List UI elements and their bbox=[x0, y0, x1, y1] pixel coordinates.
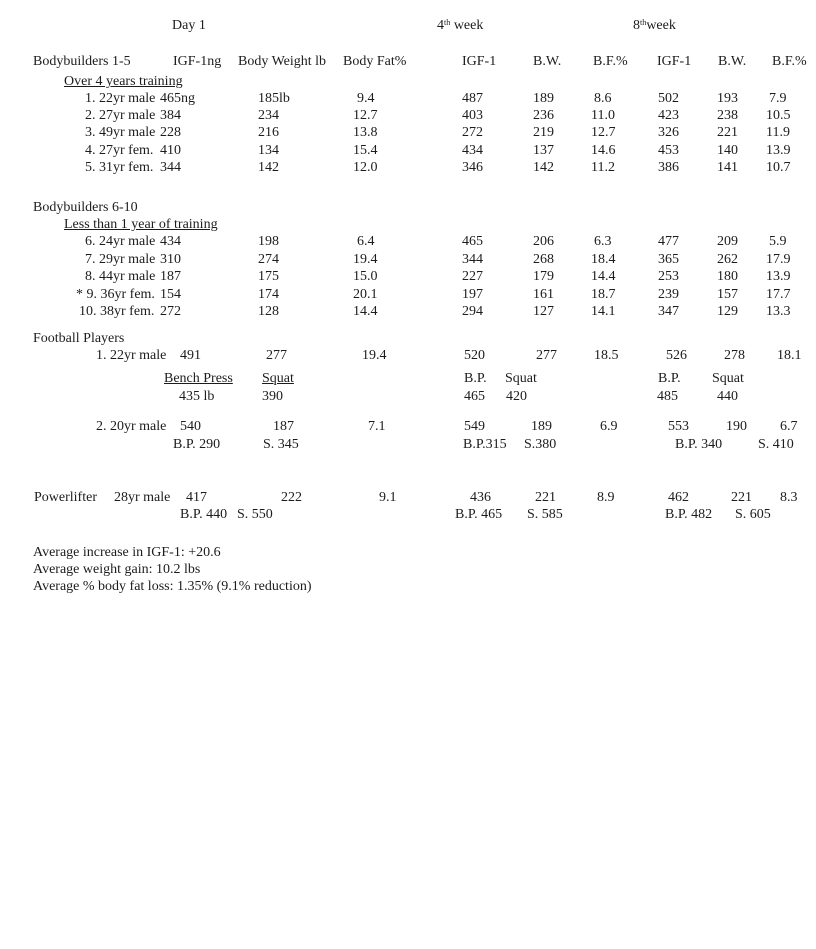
value: 187 bbox=[273, 419, 294, 434]
value: 219 bbox=[533, 125, 554, 140]
value: 6.9 bbox=[600, 419, 618, 434]
value: 154 bbox=[160, 287, 181, 302]
value: 14.4 bbox=[353, 304, 378, 319]
group-header-bodybuilders-6-10: Bodybuilders 6-10 bbox=[33, 200, 138, 215]
value: 17.9 bbox=[766, 252, 791, 267]
value: 274 bbox=[258, 252, 279, 267]
group-header-bodybuilders-1-5: Bodybuilders 1-5 bbox=[33, 54, 131, 69]
value: 18.1 bbox=[777, 348, 802, 363]
value: 15.4 bbox=[353, 143, 378, 158]
value: 347 bbox=[658, 304, 679, 319]
value: 175 bbox=[258, 269, 279, 284]
value: 436 bbox=[470, 490, 491, 505]
value: 189 bbox=[533, 91, 554, 106]
row-label: 2. 20yr male bbox=[96, 419, 167, 434]
value: 190 bbox=[726, 419, 747, 434]
value: 193 bbox=[717, 91, 738, 106]
col-header-bodyfat-day1: Body Fat% bbox=[343, 54, 407, 69]
value: 8.3 bbox=[780, 490, 798, 505]
summary-avg-igf1-increase: Average increase in IGF-1: +20.6 bbox=[33, 545, 221, 560]
bp-label-week4: B.P. bbox=[464, 371, 487, 386]
row-label: 435 lb bbox=[179, 389, 215, 404]
col-header-igf1-week4: IGF-1 bbox=[462, 54, 497, 69]
value: 465 bbox=[462, 234, 483, 249]
header-4th-week: 4th week bbox=[437, 18, 484, 33]
section-bodybuilders-6-10 bbox=[0, 200, 816, 218]
value: 10.5 bbox=[766, 108, 791, 123]
value: 227 bbox=[462, 269, 483, 284]
value: 142 bbox=[533, 160, 554, 175]
row-label: 6. 24yr male bbox=[85, 234, 156, 249]
bodybuilder-row-6 bbox=[0, 234, 816, 252]
row-label: B.P. 440 bbox=[180, 507, 228, 522]
col-header-igf1-week8: IGF-1 bbox=[657, 54, 692, 69]
col-header-bodyweight-day1: Body Weight lb bbox=[238, 54, 327, 69]
value: 434 bbox=[462, 143, 483, 158]
value: 187 bbox=[160, 269, 181, 284]
powerlifter-row bbox=[0, 490, 816, 508]
value: 485 bbox=[657, 389, 678, 404]
value: 238 bbox=[717, 108, 738, 123]
value: 12.7 bbox=[353, 108, 378, 123]
value: 13.9 bbox=[766, 143, 791, 158]
value: 365 bbox=[658, 252, 679, 267]
value: 140 bbox=[717, 143, 738, 158]
value: 7.1 bbox=[368, 419, 386, 434]
bodybuilder-row-9 bbox=[0, 287, 816, 305]
value: 410 bbox=[160, 143, 181, 158]
value: 10.7 bbox=[766, 160, 791, 175]
value: 384 bbox=[160, 108, 181, 123]
value: 344 bbox=[160, 160, 181, 175]
row-label: B.P. 290 bbox=[173, 437, 221, 452]
value: 209 bbox=[717, 234, 738, 249]
value: 272 bbox=[462, 125, 483, 140]
value: 344 bbox=[462, 252, 483, 267]
value: 434 bbox=[160, 234, 181, 249]
value: 198 bbox=[258, 234, 279, 249]
col-header-bf-week8: B.F.% bbox=[772, 54, 807, 69]
value: 127 bbox=[533, 304, 554, 319]
col-header-bw-week8: B.W. bbox=[718, 54, 747, 69]
value: 453 bbox=[658, 143, 679, 158]
col-header-bf-week4: B.F.% bbox=[593, 54, 628, 69]
value: 253 bbox=[658, 269, 679, 284]
value: S. 410 bbox=[758, 437, 794, 452]
value: 420 bbox=[506, 389, 527, 404]
value: 11.9 bbox=[766, 125, 790, 140]
value: 487 bbox=[462, 91, 483, 106]
football-row-2 bbox=[0, 419, 816, 437]
value: 423 bbox=[658, 108, 679, 123]
column-header-row bbox=[0, 54, 816, 72]
header-8th-week: 8thweek bbox=[633, 18, 676, 33]
value: 128 bbox=[258, 304, 279, 319]
col-header-bw-week4: B.W. bbox=[533, 54, 562, 69]
period-header-row bbox=[0, 18, 816, 36]
value: 12.0 bbox=[353, 160, 378, 175]
value: 278 bbox=[724, 348, 745, 363]
value: 277 bbox=[536, 348, 557, 363]
value: S. 550 bbox=[237, 507, 273, 522]
row-label: 10. 38yr fem. bbox=[79, 304, 155, 319]
row-label: 1. 22yr male bbox=[96, 348, 167, 363]
row-label: 2. 27yr male bbox=[85, 108, 156, 123]
section-football-players bbox=[0, 331, 816, 349]
football-2-lift-values bbox=[0, 437, 816, 455]
value: 14.1 bbox=[591, 304, 616, 319]
value: 180 bbox=[717, 269, 738, 284]
bodybuilder-row-2 bbox=[0, 108, 816, 126]
value: 9.1 bbox=[379, 490, 397, 505]
subheading-less-than-1-year bbox=[0, 217, 816, 235]
value: S. 585 bbox=[527, 507, 563, 522]
value: B.P. 465 bbox=[455, 507, 503, 522]
value: S.380 bbox=[524, 437, 557, 452]
value: 346 bbox=[462, 160, 483, 175]
value: 386 bbox=[658, 160, 679, 175]
group-header-football-players: Football Players bbox=[33, 331, 125, 346]
value: 142 bbox=[258, 160, 279, 175]
value: S. 345 bbox=[263, 437, 299, 452]
value: 549 bbox=[464, 419, 485, 434]
bodybuilder-row-8 bbox=[0, 269, 816, 287]
value: 234 bbox=[258, 108, 279, 123]
row-label: 8. 44yr male bbox=[85, 269, 156, 284]
value: 268 bbox=[533, 252, 554, 267]
value: 272 bbox=[160, 304, 181, 319]
value: 189 bbox=[531, 419, 552, 434]
summary-avg-bodyfat-loss: Average % body fat loss: 1.35% (9.1% reduction) bbox=[33, 579, 312, 594]
bench-press-label: Bench Press bbox=[164, 371, 233, 386]
squat-label: Squat bbox=[262, 371, 294, 386]
value: 390 bbox=[262, 389, 283, 404]
value: 15.0 bbox=[353, 269, 378, 284]
value: 228 bbox=[160, 125, 181, 140]
value: 20.1 bbox=[353, 287, 378, 302]
value: 417 bbox=[186, 490, 207, 505]
value: 502 bbox=[658, 91, 679, 106]
summary-avg-weight-gain: Average weight gain: 10.2 lbs bbox=[33, 562, 201, 577]
bodybuilder-row-5 bbox=[0, 160, 816, 178]
row-label: * 9. 36yr fem. bbox=[76, 287, 155, 302]
value: 14.6 bbox=[591, 143, 616, 158]
value: 526 bbox=[666, 348, 687, 363]
value: 6.4 bbox=[357, 234, 375, 249]
value: 216 bbox=[258, 125, 279, 140]
football-row-1 bbox=[0, 348, 816, 366]
value: 7.9 bbox=[769, 91, 787, 106]
value: 13.9 bbox=[766, 269, 791, 284]
value: 129 bbox=[717, 304, 738, 319]
football-1-lift-labels bbox=[0, 371, 816, 389]
bodybuilder-row-7 bbox=[0, 252, 816, 270]
value: 6.3 bbox=[594, 234, 612, 249]
value: 277 bbox=[266, 348, 287, 363]
value: 403 bbox=[462, 108, 483, 123]
subheading-label: Over 4 years training bbox=[64, 74, 183, 89]
squat-label-week8: Squat bbox=[712, 371, 744, 386]
value: 9.4 bbox=[357, 91, 375, 106]
value: 465ng bbox=[160, 91, 195, 106]
football-1-lift-values bbox=[0, 389, 816, 407]
value: 19.4 bbox=[353, 252, 378, 267]
row-label: 5. 31yr fem. bbox=[85, 160, 154, 175]
row-label: 4. 27yr fem. bbox=[85, 143, 154, 158]
value: 8.6 bbox=[594, 91, 612, 106]
value: 477 bbox=[658, 234, 679, 249]
value: 141 bbox=[717, 160, 738, 175]
value: 185lb bbox=[258, 91, 290, 106]
bodybuilder-row-10 bbox=[0, 304, 816, 322]
value: 5.9 bbox=[769, 234, 787, 249]
value: 262 bbox=[717, 252, 738, 267]
value: 440 bbox=[717, 389, 738, 404]
value: 174 bbox=[258, 287, 279, 302]
value: 8.9 bbox=[597, 490, 615, 505]
bp-label-week8: B.P. bbox=[658, 371, 681, 386]
row-label: 7. 29yr male bbox=[85, 252, 156, 267]
bodybuilder-row-4 bbox=[0, 143, 816, 161]
header-day-1: Day 1 bbox=[172, 18, 206, 33]
value: S. 605 bbox=[735, 507, 771, 522]
value: 520 bbox=[464, 348, 485, 363]
value: 14.4 bbox=[591, 269, 616, 284]
value: 161 bbox=[533, 287, 554, 302]
subheading-label: Less than 1 year of training bbox=[64, 217, 218, 232]
value: 6.7 bbox=[780, 419, 798, 434]
value: 11.2 bbox=[591, 160, 615, 175]
squat-label-week4: Squat bbox=[505, 371, 537, 386]
value: B.P.315 bbox=[463, 437, 507, 452]
value: 12.7 bbox=[591, 125, 616, 140]
value: 19.4 bbox=[362, 348, 387, 363]
value: 18.4 bbox=[591, 252, 616, 267]
value: 17.7 bbox=[766, 287, 791, 302]
value: B.P. 482 bbox=[665, 507, 713, 522]
value: 239 bbox=[658, 287, 679, 302]
value: 462 bbox=[668, 490, 689, 505]
value: 491 bbox=[180, 348, 201, 363]
value: 465 bbox=[464, 389, 485, 404]
value: 294 bbox=[462, 304, 483, 319]
value: 197 bbox=[462, 287, 483, 302]
value: 13.3 bbox=[766, 304, 791, 319]
value: 13.8 bbox=[353, 125, 378, 140]
value: 157 bbox=[717, 287, 738, 302]
value: 179 bbox=[533, 269, 554, 284]
row-label: 3. 49yr male bbox=[85, 125, 156, 140]
subheading-over-4-years bbox=[0, 74, 816, 92]
value: 540 bbox=[180, 419, 201, 434]
group-header-powerlifter: Powerlifter bbox=[34, 490, 97, 505]
powerlifter-lift-values bbox=[0, 507, 816, 525]
value: 206 bbox=[533, 234, 554, 249]
bodybuilder-row-3 bbox=[0, 125, 816, 143]
value: B.P. 340 bbox=[675, 437, 723, 452]
value: 222 bbox=[281, 490, 302, 505]
value: 310 bbox=[160, 252, 181, 267]
value: 134 bbox=[258, 143, 279, 158]
value: 221 bbox=[717, 125, 738, 140]
value: 236 bbox=[533, 108, 554, 123]
value: 326 bbox=[658, 125, 679, 140]
value: 553 bbox=[668, 419, 689, 434]
col-header-igf1-day1: IGF-1ng bbox=[173, 54, 222, 69]
value: 28yr male bbox=[114, 490, 171, 505]
row-label: 1. 22yr male bbox=[85, 91, 156, 106]
bodybuilder-row-1 bbox=[0, 91, 816, 109]
value: 18.5 bbox=[594, 348, 619, 363]
value: 221 bbox=[535, 490, 556, 505]
value: 221 bbox=[731, 490, 752, 505]
value: 11.0 bbox=[591, 108, 615, 123]
value: 137 bbox=[533, 143, 554, 158]
value: 18.7 bbox=[591, 287, 616, 302]
